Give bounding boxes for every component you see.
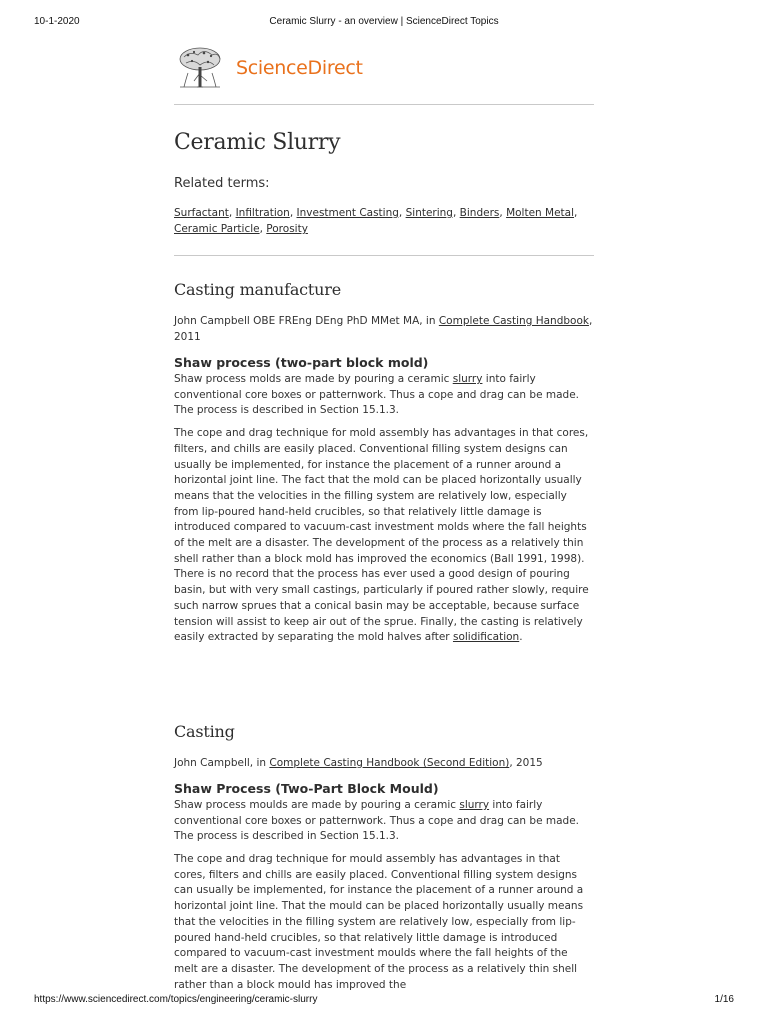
paragraph-text: . [519, 631, 523, 644]
header-divider [174, 104, 594, 105]
citation-authors: John Campbell OBE FREng DEng PhD MMet MA, in [174, 315, 439, 327]
elsevier-tree-logo-icon[interactable] [174, 45, 226, 91]
page-title: Ceramic Slurry [174, 130, 341, 155]
citation [174, 755, 594, 771]
term-link-slurry[interactable]: slurry [459, 798, 490, 811]
paragraph-text: into fairly conventional core boxes or patternwork. Thus a cope and drag can be made. The process is described in Section 15.1.3. [174, 798, 579, 843]
print-page-title: Ceramic Slurry - an overview | ScienceDirect Topics [269, 16, 499, 27]
section-title: Casting manufacture [174, 280, 341, 299]
section-spacer [174, 646, 594, 698]
book-link[interactable]: Complete Casting Handbook [438, 315, 589, 327]
brand-header [174, 44, 594, 92]
paragraph [174, 372, 594, 419]
print-date: 10-1-2020 [34, 16, 80, 27]
print-url: https://www.sciencedirect.com/topics/engineering/ceramic-slurry [34, 994, 318, 1005]
related-terms-label: Related terms: [174, 176, 270, 191]
related-term-link[interactable]: Binders [459, 207, 500, 219]
related-term-link[interactable]: Sintering [405, 207, 453, 219]
paragraph [174, 798, 594, 845]
paragraph-text: The cope and drag technique for mold assembly has advantages in that cores, filters, and chills are easily placed. Conventional filling system designs can usually be implemented, for instance the placement of a runner around a horizontal joint line. The fact that the mold can be placed horizontally usually means that the velocities in the filling system are relatively low, especially from lip-poured hand-held crucibles, so that relatively little damage is introduced compared to vacuum-cast investment molds where the fall heights of the melt are a disaster. The development of the process as a relatively thin shell rather than a block mold has improved the economics (Ball 1991, 1998). There is no record that the process has ever used a good design of pouring basin, but with very small castings, particularly if poured rather slowly, require such narrow sprues that a conical basin may be acceptable, because surface tension will assist to keep air out of the sprue. Finally, the casting is relatively easily extracted by separating the mold halves after [174, 427, 589, 644]
subsection-heading: Shaw process (two-part block mold) [174, 355, 429, 370]
article-content [174, 44, 594, 993]
section-title: Casting [174, 721, 235, 741]
citation-authors: John Campbell, in [174, 756, 270, 769]
paragraph-text: into fairly conventional core boxes or patternwork. Thus a cope and drag can be made. The process is described in Section 15.1.3. [174, 373, 579, 417]
related-term-link[interactable]: Porosity [266, 223, 308, 235]
citation-year: , 2011 [174, 315, 593, 343]
paragraph: The cope and drag technique for mould assembly has advantages in that cores, filters and chills are easily placed. Conventional filling system designs can usually be implemented, for instance the placement of a runner around a horizontal joint line. That the mould can be placed horizontally usually means that the velocities in the filling system are relatively low, especially from lip-poured hand-held crucibles, so that relatively little damage is introduced compared to vacuum-cast investment moulds where the fall heights of the melt are a disaster. The development of the process as a relatively thin shell rather than a block mould has improved the [174, 853, 584, 991]
related-term-link[interactable]: Surfactant [174, 207, 229, 219]
paragraph [174, 426, 594, 646]
related-terms-list: Surfactant, Infiltration, Investment Casting, Sintering, Binders, Molten Metal, Ceramic Particle, Porosity [174, 207, 578, 235]
related-term-link[interactable]: Molten Metal [506, 207, 575, 219]
print-page-number: 1/16 [714, 994, 734, 1005]
term-link-solidification[interactable]: solidification [452, 631, 520, 644]
book-link[interactable]: Complete Casting Handbook (Second Edition) [269, 756, 510, 769]
paragraph-text: Shaw process molds are made by pouring a ceramic [174, 373, 453, 385]
citation-year: , 2015 [509, 756, 543, 769]
brand-name[interactable]: ScienceDirect [236, 57, 363, 79]
citation [174, 313, 594, 345]
term-link-slurry[interactable]: slurry [452, 373, 483, 385]
related-term-link[interactable]: Ceramic Particle [174, 223, 260, 235]
paragraph-text: Shaw process moulds are made by pouring a ceramic [174, 798, 460, 811]
related-term-link[interactable]: Infiltration [235, 207, 290, 219]
related-term-link[interactable]: Investment Casting [296, 207, 399, 219]
subsection-heading: Shaw Process (Two-Part Block Mould) [174, 780, 439, 796]
section-divider [174, 255, 594, 256]
